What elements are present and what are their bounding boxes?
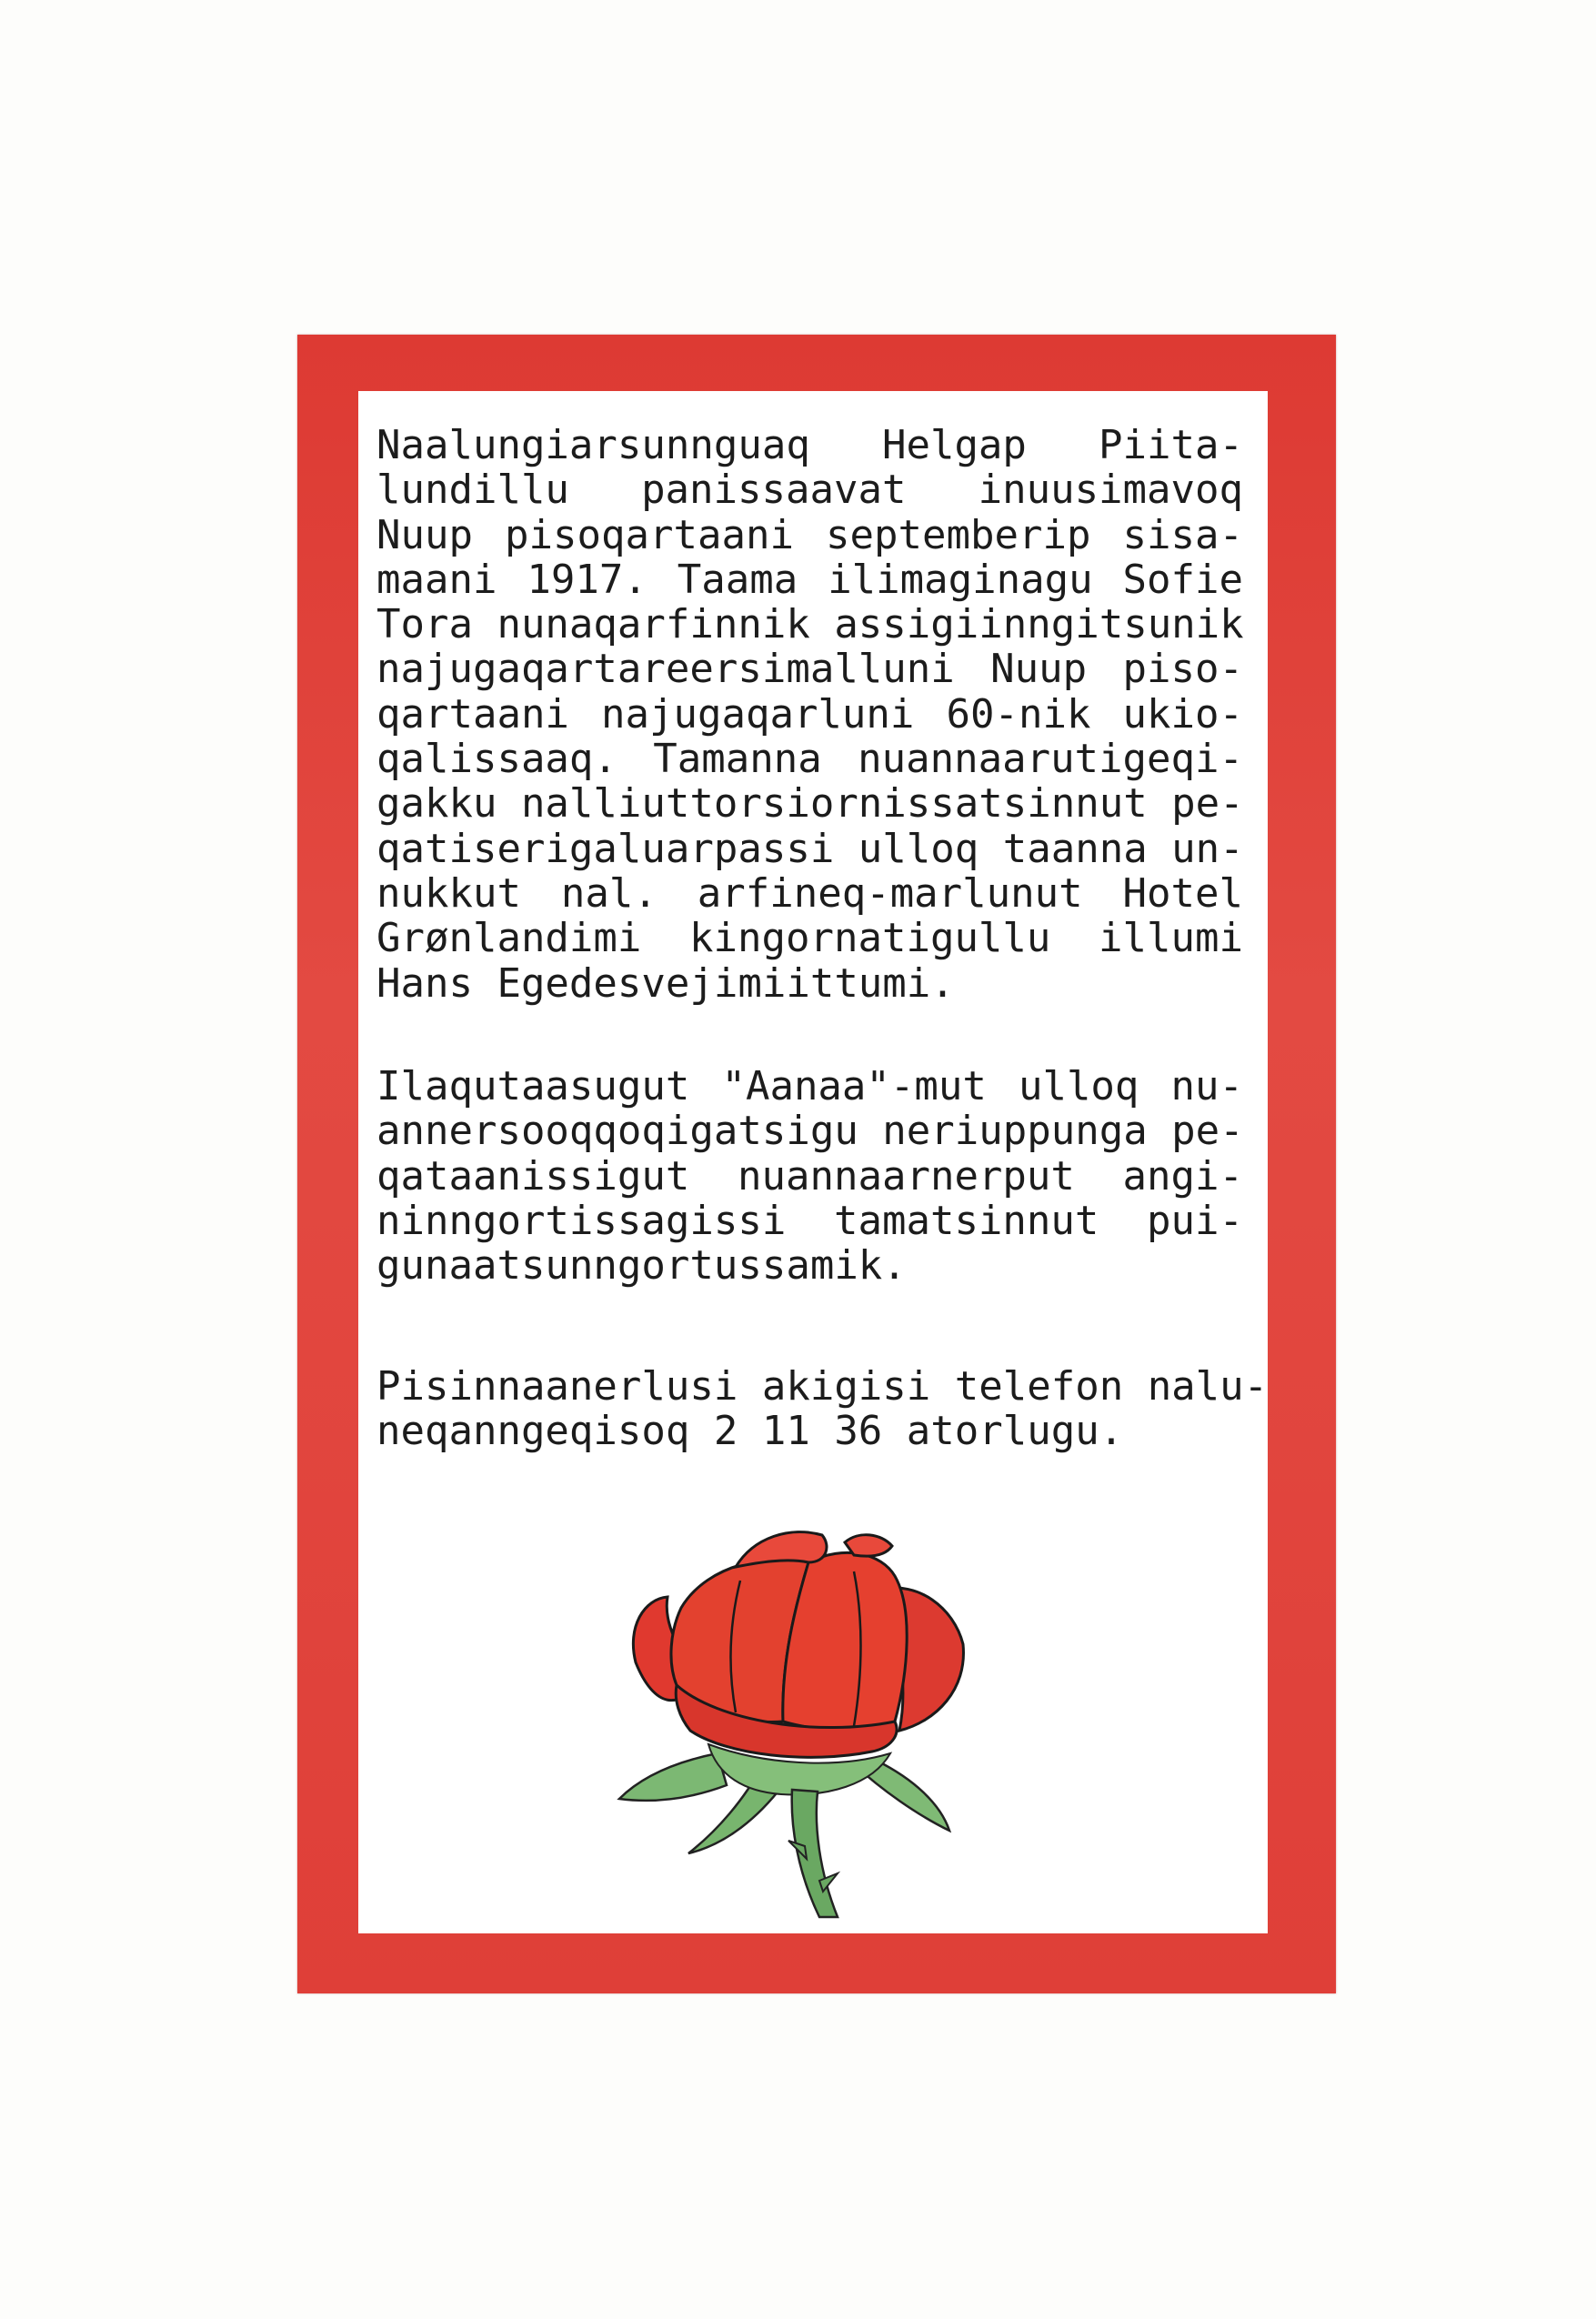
- rose-icon: [581, 1526, 1018, 1926]
- text-line: Pisinnaanerlusi akigisi telefon nalu-: [376, 1363, 1269, 1410]
- text-line: gunaatsunngortussamik.: [376, 1242, 907, 1290]
- text-line: neqanngeqisoq 2 11 36 atorlugu.: [376, 1408, 1124, 1455]
- text-line: Tora nunaqarfinnik assigiinngitsunik: [376, 601, 1244, 648]
- text-line: nukkut nal. arfineq-marlunut Hotel: [376, 869, 1243, 917]
- red-border-frame: [297, 335, 1336, 1993]
- text-line: najugaqartareersimalluni Nuup piso-: [376, 646, 1243, 693]
- text-line: maani 1917. Taama ilimaginagu Sofie: [376, 556, 1243, 603]
- text-line: Grønlandimi kingornatigullu illumi: [376, 915, 1243, 962]
- paragraph-family: [376, 1064, 1243, 1288]
- paragraph-invitation: [376, 423, 1243, 1006]
- paragraph-rsvp: [376, 1363, 1269, 1455]
- text-line: annersooqqoqigatsigu neriuppunga pe-: [376, 1108, 1244, 1155]
- text-line: qalissaaq. Tamanna nuannaarutigeqi-: [376, 736, 1243, 783]
- text-line: Hans Egedesvejimiittumi.: [376, 959, 955, 1007]
- text-line: Nuup pisoqartaani septemberip sisa-: [376, 511, 1243, 558]
- text-line: lundillu panissaavat inuusimavoq: [376, 467, 1243, 514]
- text-line: qataanissigut nuannaarnerput angi-: [376, 1152, 1243, 1200]
- text-line: Naalungiarsunnguaq Helgap Piita-: [376, 422, 1243, 468]
- text-line: gakku nalliuttorsiornissatsinnut pe-: [376, 780, 1244, 828]
- text-line: qatiserigaluarpassi ulloq taanna un-: [376, 825, 1244, 872]
- text-line: ninngortissagissi tamatsinnut pui-: [376, 1197, 1243, 1244]
- text-line: Ilaqutaasugut "Aanaa"-mut ulloq nu-: [376, 1063, 1243, 1109]
- invitation-panel: [358, 391, 1268, 1933]
- text-line: qartaani najugaqarluni 60-nik ukio-: [376, 690, 1243, 738]
